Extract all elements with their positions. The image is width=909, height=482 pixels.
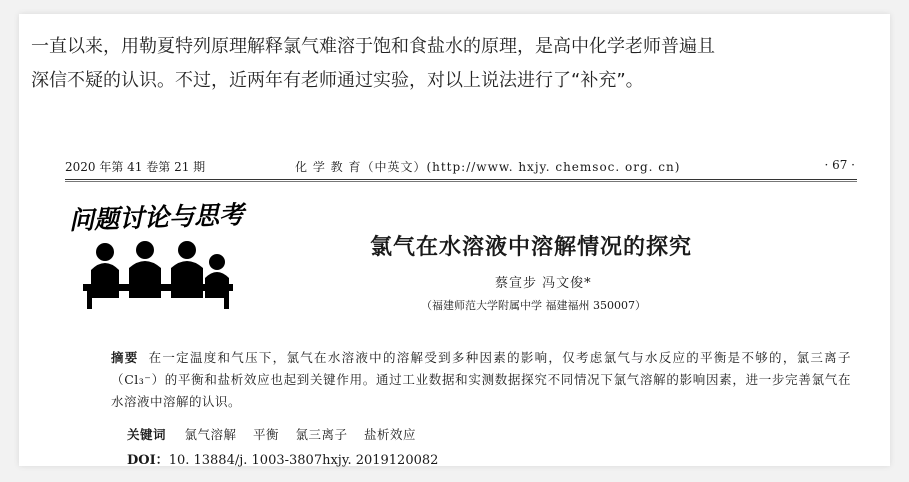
doi-value: 10. 13884/j. 1003-3807hxjy. 2019120082 bbox=[168, 453, 439, 468]
paper-authors: 蔡宣步 冯文俊* bbox=[495, 276, 592, 291]
abstract-label: 摘要 bbox=[111, 350, 139, 365]
keyword: 平衡 bbox=[253, 427, 280, 442]
keyword: 盐析效应 bbox=[364, 427, 417, 442]
column-logo-text: 问题讨论与思考 bbox=[68, 199, 245, 236]
issue-info: 2020 年第 41 卷第 21 期 bbox=[65, 160, 206, 174]
post-card bbox=[19, 14, 890, 466]
intro-line-2: 深信不疑的认识。不过，近两年有老师通过实验，对以上说法进行了“补充”。 bbox=[31, 70, 644, 91]
keyword: 氯气溶解 bbox=[184, 427, 237, 442]
page-number: · 67 · bbox=[824, 158, 855, 172]
column-logo bbox=[63, 196, 263, 316]
doi bbox=[127, 449, 438, 468]
abstract bbox=[111, 347, 851, 413]
doi-label: DOI： bbox=[127, 453, 169, 468]
header-rule bbox=[65, 179, 857, 180]
paper-scan-image bbox=[55, 144, 870, 468]
paper-title: 氯气在水溶液中溶解情况的探究 bbox=[370, 235, 693, 260]
keywords bbox=[127, 425, 428, 443]
intro-paragraph bbox=[31, 30, 881, 98]
journal-name: 化 学 教 育（中英文）(http://www. hxjy. chemsoc. org. cn) bbox=[295, 160, 681, 174]
abstract-text: 在一定温度和气压下，氯气在水溶液中的溶解受到多种因素的影响，仅考虑氯气与水反应的平衡是不够的，氯三离子（Cl₃⁻）的平衡和盐析效应也起到关键作用。通过工业数据和实测数据探究不同情况下氯气溶解的影响因素，进一步完善氯气在水溶液中溶解的认识。 bbox=[111, 350, 851, 409]
header-rule-thin bbox=[65, 181, 857, 182]
paper-affiliation: （福建师范大学附属中学 福建福州 350007） bbox=[421, 299, 646, 312]
keyword: 氯三离子 bbox=[295, 427, 348, 442]
keywords-label: 关键词 bbox=[127, 427, 167, 442]
intro-line-1: 一直以来，用勒夏特列原理解释氯气难溶于饱和食盐水的原理，是高中化学老师普遍且 bbox=[31, 36, 715, 57]
discussion-people-icon bbox=[83, 240, 233, 310]
